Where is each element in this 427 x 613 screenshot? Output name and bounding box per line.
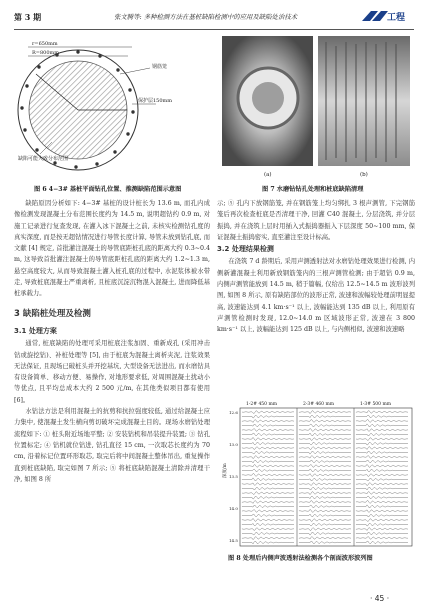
- fig6-r-outer: r=650mm: [32, 41, 58, 47]
- paragraph: 示; ⑤ 孔内下放钢筋笼, 并在钢筋笼上均匀绑扎 3 根声测管, 下完钢筋笼后再次检查桩底是否清理干净, 回灌 C40 混凝土, 分层浇筑, 并分层振捣, 并在浇筑上层时用插入式振捣器振入下层深度 50~100 mm, 保证混凝土振捣密实, 直至灌注至设计标高。: [217, 200, 415, 241]
- subsection-heading: 3.2 处理结果检测: [217, 245, 274, 254]
- paragraph: 通常, 桩底缺陷的处理可采用桩底注浆加固、重新成孔 (采用冲击钻或旋挖钻)、补桩处理等 [5], 由于桩底为混凝土离析夹泥, 注浆效果无法保证, 且现场已破桩头并开挖基坑, 大型设备无法进出, 而水磨钻具有设备简单、移动方便、易操作, 对地形要求低, 对周围混凝土扰动小等优点, 且平均总成本大约 2 500 元/m, 在其他类似项目都有使用 [6]。: [14, 340, 210, 404]
- svg-text:12.6: 12.6: [229, 410, 238, 415]
- fig8-panel-title: 1-2# 450 mm: [246, 402, 278, 407]
- svg-text:工程: 工程: [387, 13, 406, 23]
- svg-text:13.5: 13.5: [229, 474, 238, 479]
- fig6-r-inner: R=800mm: [32, 50, 59, 56]
- fig8-ylabel: 深度/m: [223, 463, 228, 478]
- section-heading: 3 缺陷桩处理及检测: [14, 308, 91, 319]
- figure-8-waveforms: [220, 398, 414, 550]
- fig8-panel-title: 1-3# 500 mm: [360, 402, 392, 407]
- fig6-defect-label: 缺陷可能大致分布范围: [18, 156, 69, 162]
- figure-6-diagram: [16, 38, 202, 178]
- figure-7-caption: 图 7 水磨钻钻孔处理和桩底缺陷清理: [262, 186, 364, 193]
- page-header: [14, 6, 414, 30]
- subsection-heading: 3.1 处理方案: [14, 326, 57, 335]
- journal-logo: [358, 6, 414, 26]
- svg-text:14.0: 14.0: [229, 506, 238, 511]
- svg-text:14.5: 14.5: [229, 538, 238, 543]
- fig7-sub-a: (a): [264, 172, 272, 178]
- left-column: [14, 198, 210, 485]
- figure-6-caption: 图 6 4−3# 基桩平面钻孔位置、推测缺陷范围示意图: [34, 186, 182, 193]
- svg-text:13.0: 13.0: [229, 442, 238, 447]
- issue-number: 第 3 期: [14, 12, 42, 22]
- running-title: 张文腾等: 多种检测方法在基桩缺陷检测中的应用及缺陷处治技术: [114, 13, 298, 21]
- paragraph: 水钻法方法是利用混凝土的抗剪和抗拉强度较低, 通过给混凝土应力集中, 使混凝土发生横向剪切破坏完成混凝土目的。现场水磨钻处理流程如下: ① 桩头附近场地平整; ② 安装钻机和吊装提升装置; ③ 钻孔位置标定; ④ 钻机就位钻进, 钻孔直径 15 cm, 一次取芯长度约为 70 cm, 沿着标记位置环形取芯, 取完后将中间混凝土整体吊出, 重复操作直到桩底缺陷, 取完如图 7 所示; ⑤ 将桩底缺陷混凝土清除并清理干净, 如图 8 所: [14, 408, 210, 483]
- fig6-cover-label: 保护层150mm: [138, 98, 173, 104]
- figure-7-photos: [222, 36, 410, 178]
- right-column: [217, 198, 415, 336]
- figure-8-caption: 图 8 处理后内侧声波透射法检测各个剖面波形波列图: [228, 555, 373, 562]
- fig6-rebar-label: 钢筋笼: [152, 64, 168, 70]
- page-number: · 45 ·: [370, 594, 390, 603]
- fig8-panel-title: 2-3# 460 mm: [303, 402, 335, 407]
- paragraph: 缺陷原因分析如下: 4−3# 基桩的设计桩长为 13.6 m, 而孔内成像检测发现混凝土分布范围长度约为 14.5 m, 说明超钻约 0.9 m, 对施工记录进行复查发现, 在灌入冰下混凝土之前, 未核实检测钻孔度的真实深度, 而是按无超钻情况进行导管长度计算, 导管未放到钻孔底, 而文献 [4] 规定, 首批灌注混凝土的导管底距桩孔底的距离大约 0.3~0.4 m, 这导致首批灌注混凝土的导管底距桩孔底的距离大约 1.2~1.3 m, 悬空高度较大, 从而导致混凝土灌入桩孔底的过程中, 水泥浆体被水带走, 导致桩底混凝土严重离析, 且桩底沉淀沉物混入混凝土, 进而降低基桩承载力。: [14, 200, 210, 298]
- fig7-sub-b: (b): [360, 172, 368, 178]
- paragraph: 在浇筑 7 d 龄期后, 采用声测透射法对水磨钻处理效果进行检测, 内侧新灌混凝土利用新放钢筋笼内的三根声测管检测; 由于超钻 0.9 m, 内侧声测管能放到 14.5 m, 稍于篇幅, 仅给出 12.5~14.5 m 波形波列图, 如图 8 所示, 原有缺陷部位的波形正常, 波速和波幅较处理前明显提高, 波速能达到 4.1 km·s⁻¹ 以上, 波幅能达到 135 dB 以上, 利用原有声测管检测时发现, 12.0~14.0 m 区域波形正常, 波速在 3 800 km·s⁻¹ 以上, 波幅能达到 125 dB 以上, 与内侧相似, 波速和波速略: [217, 258, 415, 334]
